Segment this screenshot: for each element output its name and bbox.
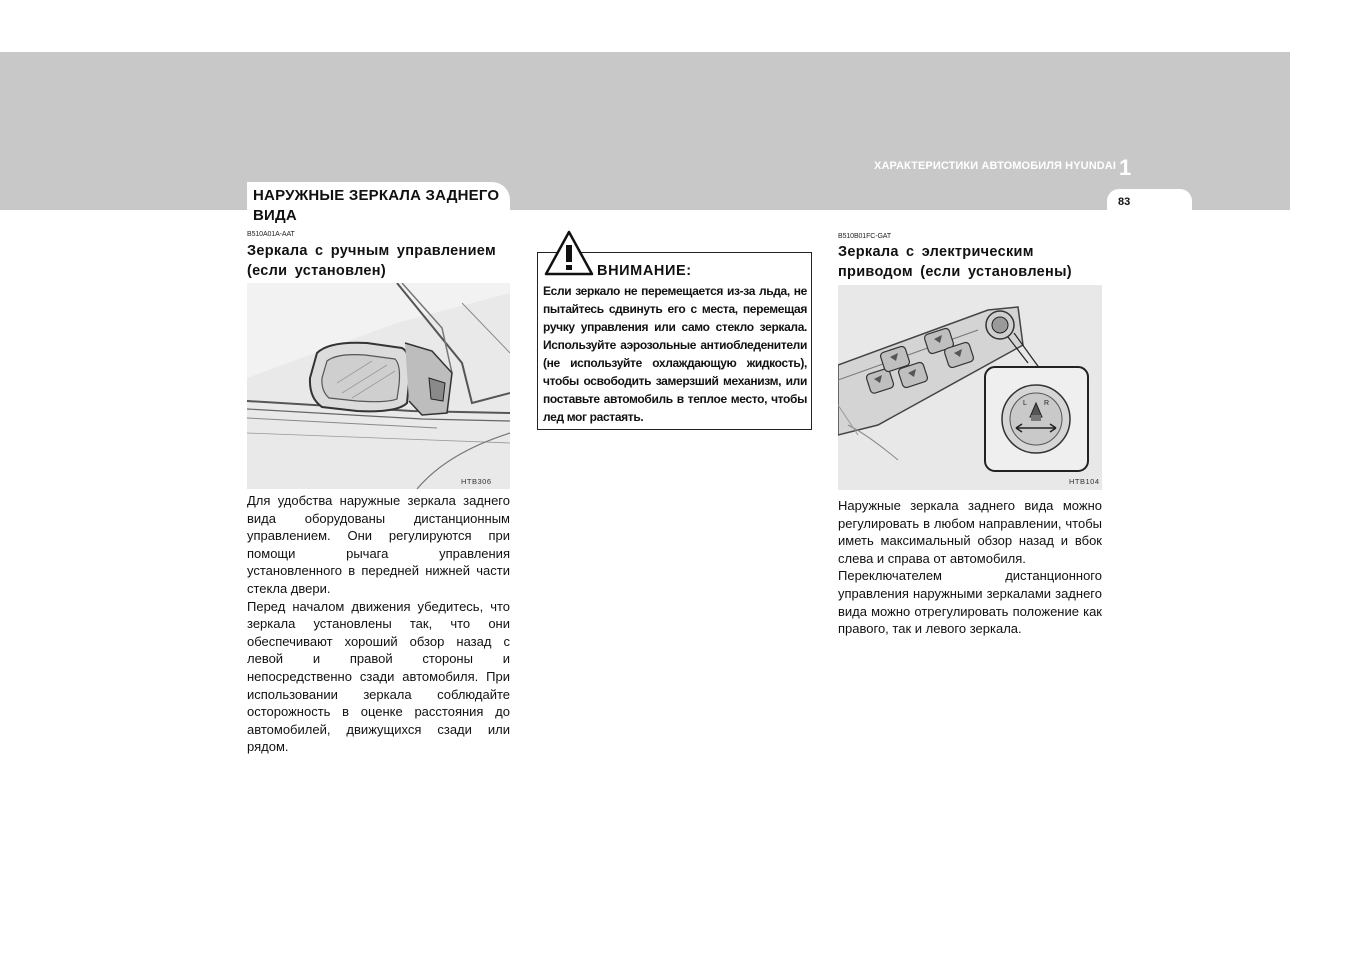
right-paragraph: Переключателем дистанционного управления наружными зеркалами заднего вида можно отрегулировать положение как правого, так и левого зеркала. [838,568,1102,637]
right-heading: Зеркала с электрическим приводом (если установлены) [838,244,1072,280]
chapter-number: 1 [1119,155,1132,180]
left-section-code: B510A01A-AAT [247,231,295,238]
warning-triangle-icon [544,230,594,276]
page-number: 83 [1118,196,1131,208]
chapter-title: ХАРАКТЕРИСТИКИ АВТОМОБИЛЯ HYUNDAI [874,160,1116,172]
warning-text: Если зеркало не перемещается из-за льда, не пытайтесь сдвинуть его с места, перемещая ручку управления или само стекло зеркала. Используйте аэрозольные антиобледенители (не используйте охлаждающую жидкость), чтобы освободить замерзший механизм, или поставьте автомобиль в теплое место, чтобы лед мог растаять. [543,284,807,424]
left-paragraph: Для удобства наружные зеркала заднего вида оборудованы дистанционным управлением. Они регулируются при помощи рычага управления установленного в передней нижней части стекла двери. [247,493,510,596]
left-body [247,492,510,756]
right-figure-label: HTB104 [1069,477,1100,486]
power-mirror-illustration [838,285,1102,490]
right-section-code: B510B01FC-GAT [838,233,892,240]
header-band [0,52,1290,210]
left-figure-label: HTB306 [461,477,492,486]
left-paragraph: Перед началом движения убедитесь, что зеркала установлены так, что они обеспечивают хороший обзор назад с левой и правой стороны и непосредственно сзади автомобиля. При использовании зеркала соблюдайте осторожность в оценке расстояния до автомобилей, движущихся сзади или рядом. [247,598,510,755]
section-title: НАРУЖНЫЕ ЗЕРКАЛА ЗАДНЕГО ВИДА [253,187,500,224]
power-mirror-figure [838,285,1102,490]
manual-mirror-illustration [247,283,510,489]
left-heading: Зеркала с ручным управлением (если установлен) [247,243,496,279]
manual-mirror-figure [247,283,510,489]
switch-label-right: R [1044,400,1050,407]
warning-title: ВНИМАНИЕ: [597,263,692,279]
right-paragraph: Наружные зеркала заднего вида можно регулировать в любом направлении, чтобы иметь максимальный обзор назад и вбок слева и справа от автомобиля. [838,498,1102,566]
right-body [838,497,1102,638]
switch-label-left: L [1023,400,1027,407]
